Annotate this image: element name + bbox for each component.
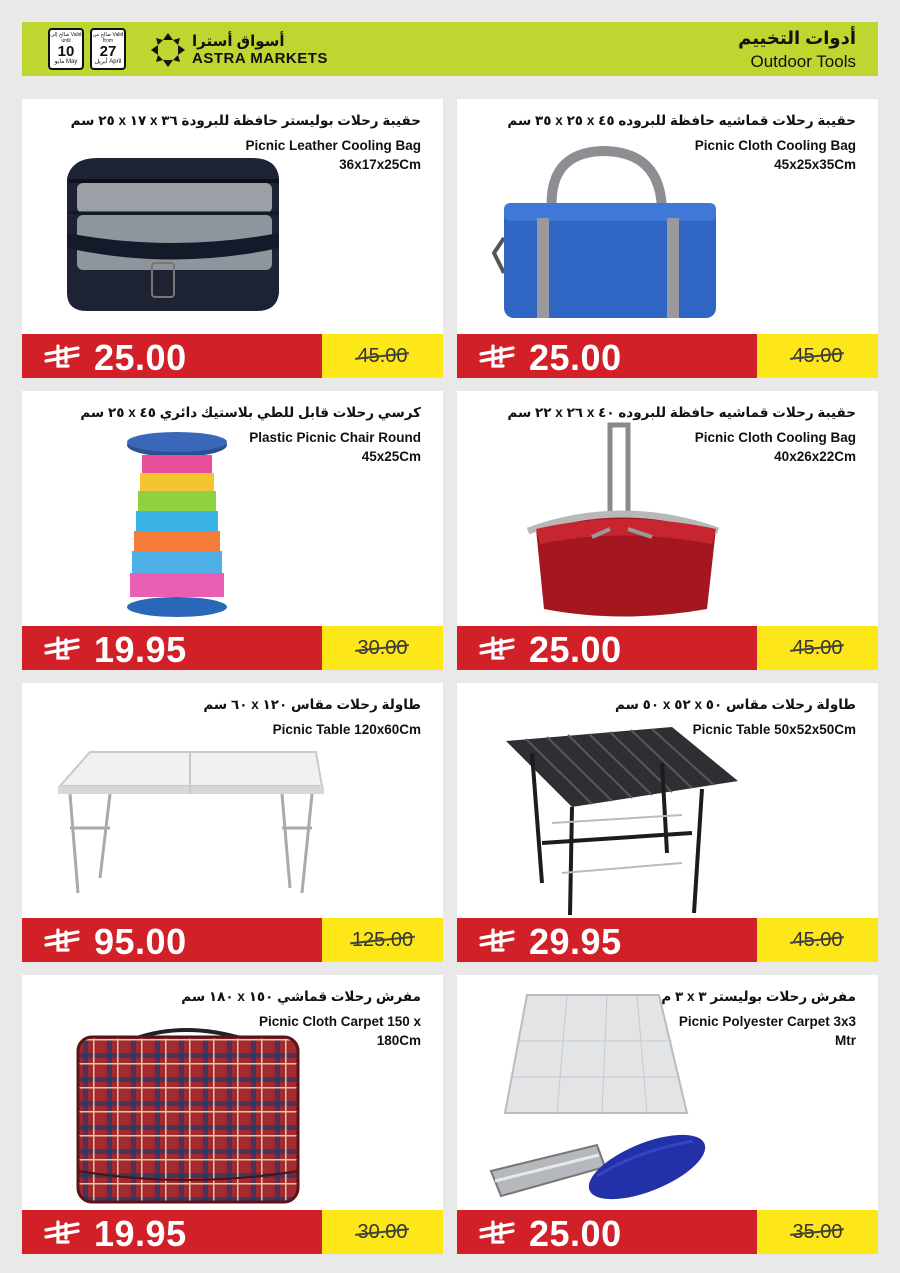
riyal-symbol-icon bbox=[42, 636, 82, 662]
price-yellow-panel bbox=[322, 918, 443, 962]
product-name-arabic: حقيبة رحلات بوليستر حافظة للبرودة ٣٦ x ١٧ x ٢٥ سم bbox=[70, 113, 421, 128]
cloth-cooling-bag-icon bbox=[492, 143, 727, 323]
product-name-arabic: مفرش رحلات قماشي ١٥٠ x ١٨٠ سم bbox=[181, 989, 421, 1004]
old-price: 35.00 bbox=[792, 1221, 843, 1243]
riyal-symbol-icon bbox=[477, 928, 517, 954]
product-card[interactable] bbox=[457, 683, 878, 962]
old-price: 45.00 bbox=[792, 345, 843, 367]
riyal-symbol-icon bbox=[42, 1220, 82, 1246]
sale-price: 25.00 bbox=[529, 337, 622, 378]
product-name-arabic: طاولة رحلات مقاس ١٢٠ x ٦٠ سم bbox=[203, 697, 421, 712]
foil-carpet-icon bbox=[487, 991, 737, 1206]
price-bar bbox=[457, 1210, 878, 1254]
old-price: 30.00 bbox=[357, 1221, 408, 1243]
price-bar bbox=[457, 626, 878, 670]
price-yellow-panel bbox=[757, 918, 878, 962]
old-price: 45.00 bbox=[792, 929, 843, 951]
riyal-symbol-icon bbox=[42, 928, 82, 954]
plaid-carpet-icon bbox=[74, 1021, 304, 1206]
product-name-arabic: حقيبة رحلات قماشيه حافظة للبروده ٤٥ x ٢٥ x ٣٥ سم bbox=[507, 113, 856, 128]
price-bar bbox=[457, 334, 878, 378]
sale-price: 19.95 bbox=[94, 629, 187, 670]
product-card[interactable] bbox=[22, 99, 443, 378]
price-red-panel bbox=[22, 626, 322, 670]
sale-price: 19.95 bbox=[94, 1213, 187, 1254]
valid-until-label: صالح إلى Valid until bbox=[50, 32, 82, 44]
price-yellow-panel bbox=[757, 626, 878, 670]
old-price: 45.00 bbox=[792, 637, 843, 659]
product-name-arabic: طاولة رحلات مقاس ٥٠ x ٥٢ x ٥٠ سم bbox=[615, 697, 856, 712]
price-yellow-panel bbox=[322, 626, 443, 670]
price-bar bbox=[22, 1210, 443, 1254]
product-name-english: Picnic Cloth Cooling Bag 45x25x35Cm bbox=[694, 138, 856, 172]
sale-price: 25.00 bbox=[529, 629, 622, 670]
product-name-arabic: مفرش رحلات بوليستر ٣ x ٣ م bbox=[661, 989, 856, 1004]
riyal-symbol-icon bbox=[477, 1220, 517, 1246]
product-name-english: Picnic Cloth Cooling Bag 40x26x22Cm bbox=[694, 430, 856, 464]
valid-until-day: 10 bbox=[57, 43, 75, 60]
price-red-panel bbox=[457, 626, 757, 670]
old-price: 125.00 bbox=[351, 929, 414, 951]
category-title-english: Outdoor Tools bbox=[750, 52, 856, 71]
product-card[interactable] bbox=[457, 391, 878, 670]
product-card[interactable] bbox=[457, 99, 878, 378]
folding-table-icon bbox=[50, 748, 330, 898]
old-price: 30.00 bbox=[357, 637, 408, 659]
price-red-panel bbox=[457, 1210, 757, 1254]
price-red-panel bbox=[22, 918, 322, 962]
product-card[interactable] bbox=[22, 391, 443, 670]
price-red-panel bbox=[22, 334, 322, 378]
product-card[interactable] bbox=[22, 683, 443, 962]
logo-arabic: أسواق أسترا bbox=[192, 33, 285, 50]
price-bar bbox=[22, 626, 443, 670]
valid-until-box bbox=[48, 28, 84, 70]
product-name-english: Picnic Table 50x52x50Cm bbox=[692, 722, 856, 737]
old-price: 45.00 bbox=[357, 345, 408, 367]
sale-price: 25.00 bbox=[94, 337, 187, 378]
category-title-arabic: أدوات التخييم bbox=[738, 28, 856, 48]
product-name-arabic: كرسي رحلات قابل للطي بلاستيك دائري ٤٥ x ٢٥ سم bbox=[80, 405, 421, 420]
riyal-symbol-icon bbox=[477, 344, 517, 370]
valid-from-month: أبريل April bbox=[94, 59, 122, 65]
price-red-panel bbox=[457, 918, 757, 962]
price-red-panel bbox=[457, 334, 757, 378]
product-name-english: Picnic Leather Cooling Bag 36x17x25Cm bbox=[245, 138, 421, 172]
sale-price: 25.00 bbox=[529, 1213, 622, 1254]
price-bar bbox=[457, 918, 878, 962]
price-red-panel bbox=[22, 1210, 322, 1254]
price-yellow-panel bbox=[757, 334, 878, 378]
basket-cooling-bag-icon bbox=[522, 419, 722, 619]
roll-table-icon bbox=[502, 723, 742, 918]
product-name-english: Plastic Picnic Chair Round 45x25Cm bbox=[249, 430, 421, 464]
product-name-arabic: حقيبة رحلات قماشيه حافظة للبروده ٤٠ x ٢٦ x ٢٢ سم bbox=[507, 405, 856, 420]
product-name-english: Picnic Table 120x60Cm bbox=[272, 722, 421, 737]
riyal-symbol-icon bbox=[42, 344, 82, 370]
valid-from-label: صالح من Valid from bbox=[92, 32, 124, 44]
price-yellow-panel bbox=[322, 1210, 443, 1254]
sale-price: 95.00 bbox=[94, 921, 187, 962]
product-name-english: Picnic Polyester Carpet 3x3 Mtr bbox=[678, 1014, 856, 1048]
header-banner bbox=[22, 22, 878, 76]
product-card[interactable] bbox=[457, 975, 878, 1254]
sale-price: 29.95 bbox=[529, 921, 622, 962]
price-bar bbox=[22, 918, 443, 962]
logo-english: ASTRA MARKETS bbox=[192, 50, 328, 67]
riyal-symbol-icon bbox=[477, 636, 517, 662]
product-name-english: Picnic Cloth Carpet 150 x 180Cm bbox=[258, 1014, 421, 1048]
valid-from-box bbox=[90, 28, 126, 70]
price-bar bbox=[22, 334, 443, 378]
price-yellow-panel bbox=[757, 1210, 878, 1254]
valid-from-day: 27 bbox=[99, 43, 117, 60]
product-card[interactable] bbox=[22, 975, 443, 1254]
price-yellow-panel bbox=[322, 334, 443, 378]
valid-until-month: مايو May bbox=[54, 59, 78, 65]
astra-logo-icon bbox=[150, 32, 186, 68]
leather-cooling-bag-icon bbox=[57, 153, 287, 318]
folding-stool-icon bbox=[122, 431, 232, 623]
